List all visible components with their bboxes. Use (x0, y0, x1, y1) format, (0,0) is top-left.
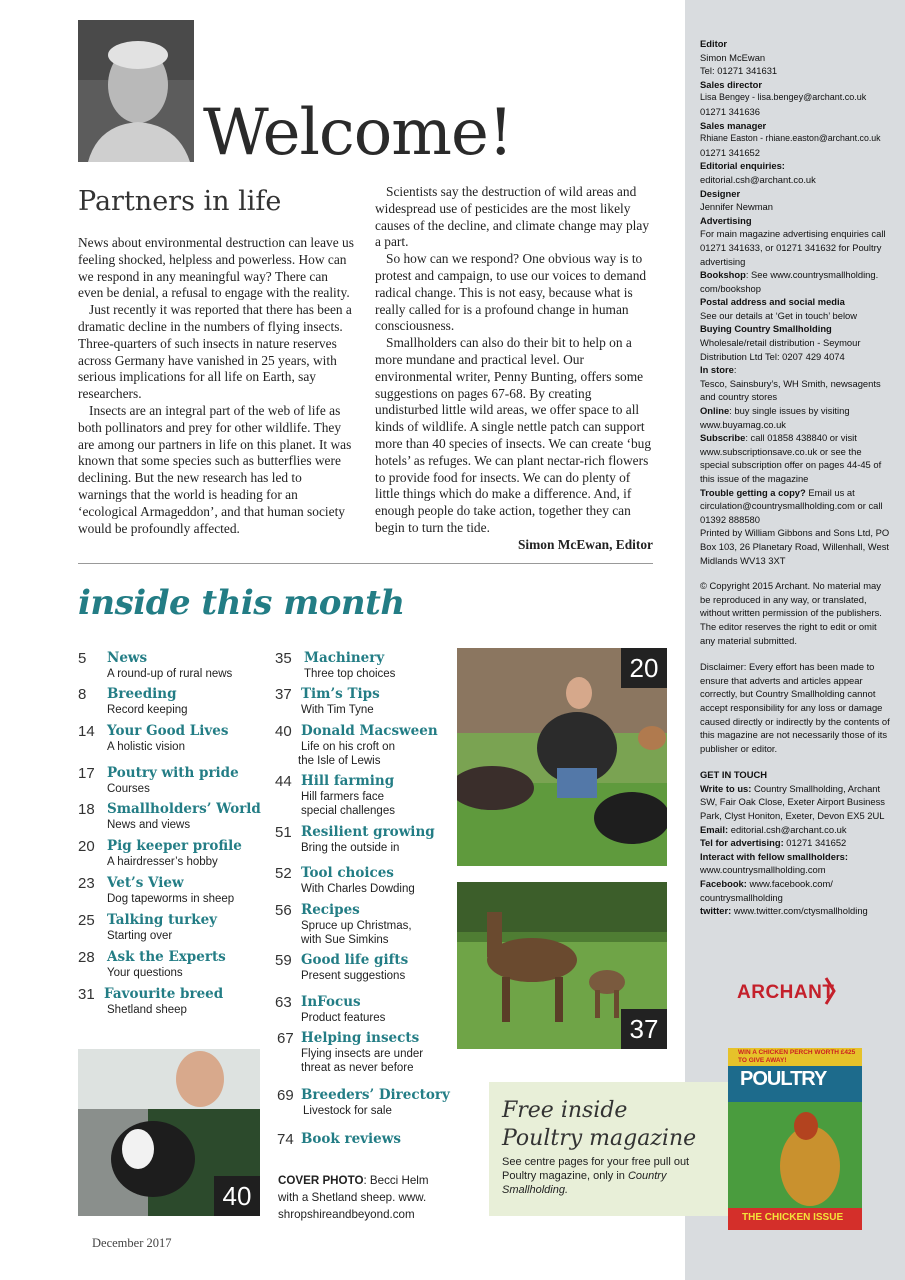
item-desc: Livestock for sale (303, 1105, 392, 1117)
item-desc: Present suggestions (301, 970, 406, 982)
subscribe-heading: Subscribe (700, 432, 746, 444)
item-title: Tool choices (301, 865, 394, 881)
enquiries-heading: Editorial enquiries: (700, 160, 785, 172)
cover-photo-credit (278, 1172, 448, 1223)
item-desc: special challenges (301, 805, 395, 817)
item-title: Recipes (301, 902, 360, 918)
buying-text: Wholesale/retail distribution - Seymour Distribution Ltd Tel: 0207 429 4074 (700, 337, 861, 362)
advertising-text: For main magazine advertising enquiries call 01271 341633, or 01271 341632 for Poultry advertising (700, 228, 886, 267)
editor-tel: Tel: 01271 341631 (700, 65, 778, 77)
page-number: 20 (78, 838, 95, 855)
editorial-paragraph: News about environmental destruction can leave us feeling shocked, helpless and powerless. How can we respond in any meaningful way? There can even be denial, a refusal to engage with the reality. (78, 235, 354, 301)
photo-ponies (457, 882, 667, 1049)
editorial-paragraph: Just recently it was reported that there has been a dramatic decline in the numbers of flying insects. Three-quarters of such insects in nature reserves across Germany have vanished in 25 years, with serious implications for all life on Earth, say researchers. (78, 302, 352, 402)
sales-heading: Sales director (700, 78, 763, 90)
postal-text: See our details at ‘Get in touch’ below (700, 309, 858, 321)
page-number: 69 (277, 1087, 294, 1104)
twitter-heading: twitter: (700, 905, 732, 917)
item-title: Breeding (107, 686, 177, 702)
facebook-text: www.facebook.com/ countrysmallholding (700, 878, 833, 903)
page-number: 56 (275, 902, 292, 919)
page-number: 8 (78, 686, 87, 703)
section-divider (78, 563, 653, 564)
page-number: 31 (78, 986, 95, 1003)
advertising-heading: Advertising (700, 214, 752, 226)
twitter-text: www.twitter.com/ctysmallholding (731, 905, 868, 917)
manager-tel: 01271 341652 (700, 146, 760, 158)
item-title: Poutry with pride (107, 765, 239, 781)
page-number: 59 (275, 952, 292, 969)
item-title: Helping insects (301, 1030, 420, 1046)
email-heading: Email: (700, 823, 729, 835)
editorial-paragraph: So how can we respond? One obvious way is to protest and campaign, to use our voices to demand radical change. This is not easy, because what is really called for is a profound change in human consciousness. (375, 251, 647, 334)
page-number: 23 (78, 875, 95, 892)
enquiries-email: editorial.csh@archant.co.uk (700, 173, 816, 185)
item-title: Favourite breed (104, 986, 224, 1002)
welcome-heading: Welcome! (203, 96, 513, 170)
page-number: 25 (78, 912, 95, 929)
page-number: 44 (275, 773, 292, 790)
promo-title-line2: Poultry magazine (502, 1126, 697, 1151)
page-number: 52 (275, 865, 292, 882)
postal-heading: Postal address and social media (700, 296, 845, 308)
item-title: Your Good Lives (107, 723, 229, 739)
item-desc: Bring the outside in (301, 842, 400, 854)
item-title: Vet’s View (107, 875, 184, 891)
item-desc: A hairdresser’s hobby (107, 856, 218, 868)
copyright: © Copyright 2015 Archant. No material may be reproduced in any way, or translated, without written permission of the publishers. The editor reserves the right to edit or omit any material submitted. (700, 580, 882, 646)
poultry-magazine-cover (728, 1048, 862, 1230)
page-number: 40 (275, 723, 292, 740)
tel-heading: Tel for advertising: (700, 837, 784, 849)
page-number: 63 (275, 994, 292, 1011)
facebook-heading: Facebook: (700, 878, 747, 890)
footer-date: December 2017 (92, 1236, 172, 1250)
contents-heading: inside this month (78, 583, 405, 623)
page-badge-37: 37 (621, 1009, 667, 1049)
promo-text (502, 1155, 712, 1197)
write-text: Country Smallholding, Archant SW, Fair Oak Close, Exeter Airport Business Park, Clyst Honiton, Exeter, Devon EX5 2UL (700, 782, 885, 822)
sales-name: Lisa Bengey - lisa.bengey@archant.co.uk (700, 92, 867, 103)
cover-photo-label: COVER PHOTO (278, 1174, 364, 1187)
store-text: Tesco, Sainsbury’s, WH Smith, newsagents and country stores (700, 377, 881, 403)
promo-title-line1: Free inside (502, 1098, 628, 1123)
tel-text: 01271 341652 (783, 837, 847, 849)
item-title: InFocus (301, 994, 361, 1010)
item-desc: A holistic vision (107, 741, 185, 753)
subscribe-text: : call 01858 438840 or visit www.subscriptionsave.co.uk or see the special subscription offer on pages 44-45 of this issue of the magazine (700, 432, 882, 484)
cover-banner: WIN A CHICKEN PERCH WORTH £425 TO GIVE AWAY! (738, 1049, 856, 1064)
item-desc: the Isle of Lewis (298, 755, 381, 767)
page-number: 18 (78, 801, 95, 818)
cover-photo-text: : Becci Helm with a Shetland sheep. www. shropshireandbeyond.com (278, 1174, 429, 1221)
item-title: Ask the Experts (107, 949, 226, 965)
item-title: Pig keeper profile (107, 838, 242, 854)
interact-text: www.countrysmallholding.com (700, 864, 826, 876)
item-desc: Life on his croft on (301, 741, 395, 753)
get-in-touch-heading: GET IN TOUCH (700, 769, 768, 781)
buying-heading: Buying Country Smallholding (700, 323, 832, 335)
item-desc: threat as never before (301, 1062, 414, 1074)
item-desc: Record keeping (107, 704, 188, 716)
page-badge-20: 20 (621, 648, 667, 688)
item-title: Smallholders’ World (107, 801, 261, 817)
item-desc: A round-up of rural news (107, 668, 233, 680)
item-desc: Three top choices (304, 668, 396, 680)
item-desc: News and views (107, 819, 191, 831)
item-title: Breeders’ Directory (301, 1087, 450, 1103)
page-number: 74 (277, 1131, 294, 1148)
page-number: 5 (78, 650, 87, 667)
item-desc: Your questions (107, 967, 183, 979)
photo-sheepdog (78, 1049, 260, 1216)
designer-name: Jennifer Newman (700, 201, 773, 213)
promo-title (502, 1097, 696, 1153)
archant-logo (737, 982, 834, 1004)
manager-name: Rhiane Easton - rhiane.easton@archant.co.uk (700, 133, 881, 144)
editor-heading: Editor (700, 38, 728, 49)
item-desc: Shetland sheep (107, 1004, 187, 1016)
page-number: 35 (275, 650, 292, 667)
item-desc: Flying insects are under (301, 1048, 424, 1060)
item-title: Donald Macsween (301, 723, 438, 739)
editor-portrait-image (78, 20, 194, 162)
interact-heading: Interact with fellow smallholders: (700, 850, 848, 862)
promo-text-main: See centre pages for your free pull out Poultry magazine, only in (502, 1156, 690, 1182)
page-number: 17 (78, 765, 95, 782)
item-desc: With Tim Tyne (301, 704, 374, 716)
item-title: Book reviews (301, 1131, 401, 1147)
item-title: News (107, 650, 148, 666)
cover-bottom-title: THE CHICKEN ISSUE (742, 1212, 844, 1223)
item-title: Machinery (304, 650, 385, 666)
item-desc: Product features (301, 1012, 386, 1024)
cover-masthead: POULTRY (740, 1068, 827, 1090)
page-number: 67 (277, 1030, 294, 1047)
item-title: Resilient growing (301, 824, 435, 840)
editorial-subtitle: Partners in life (78, 186, 282, 217)
store-heading: In store (700, 364, 734, 376)
online-text: : buy single issues by visiting www.buyamag.co.uk (700, 405, 850, 430)
printed-by: Printed by William Gibbons and Sons Ltd, PO Box 103, 26 Planetary Road, Willenhall, West Midlands WV13 3XT (700, 527, 890, 566)
item-desc: With Charles Dowding (301, 883, 415, 895)
editor-name: Simon McEwan (700, 51, 766, 63)
item-desc: Dog tapeworms in sheep (107, 893, 235, 905)
editorial-paragraph: Insects are an integral part of the web of life as both pollinators and prey for other wildlife. They are among our partners in life on this planet. It was known that some species such as butterflies were declining. But the new research has led to warnings that the world is heading for an ‘ecological Armageddon’, and that human society would be profoundly affected. (78, 402, 352, 536)
sales-tel: 01271 341636 (700, 105, 760, 117)
trouble-heading: Trouble getting a copy? (700, 486, 806, 498)
item-title: Good life gifts (301, 952, 409, 968)
item-title: Hill farming (301, 773, 395, 789)
photo-pig-keeper (457, 648, 667, 866)
item-title: Tim’s Tips (301, 686, 380, 702)
item-desc: Starting over (107, 930, 173, 942)
page-number: 14 (78, 723, 95, 740)
editorial-column-2 (375, 184, 653, 554)
editor-portrait (78, 20, 194, 162)
archant-logo-text: ARCHANT (737, 982, 835, 1003)
item-desc: with Sue Simkins (301, 934, 389, 946)
email-text: editorial.csh@archant.co.uk (728, 823, 847, 835)
page-number: 51 (275, 824, 292, 841)
write-heading: Write to us: (700, 782, 752, 794)
editorial-paragraph: Scientists say the destruction of wild areas and widespread use of pesticides are the most likely causes of the decline, and climate change may play a part. (375, 184, 650, 250)
trouble-text: Email us at circulation@countrysmallholding.com or call 01392 888580 (700, 486, 883, 525)
bookshop-heading: Bookshop (700, 269, 746, 281)
page-number: 28 (78, 949, 95, 966)
masthead: Editor Simon McEwan Tel: 01271 341631 Sales director Lisa Bengey - lisa.bengey@archant.co.uk 01271 341636 Sales manager Rhiane Easton - rhiane.easton@archant.co.uk 01271 341652 Editorial enquiries: editorial.csh@archant.co.uk Designer Jennifer Newman Advertising For main magazine advertising enquiries call 01271 341633, or 01271 341632 for Poultry advertising Bookshop: See www.countrysmallholding. com/bookshop Postal address and social media See our details at ‘Get in touch’ below Buying Country Smallholding Wholesale/retail distribution - Seymour Distribution Ltd Tel: 0207 429 4074 In store: Tesco, Sainsbury’s, WH Smith, newsagents and country stores Online: buy single issues by visiting www.buyamag.co.uk Subscribe: call 01858 438840 or visit www.subscriptionsave.co.uk or see the special subscription offer on pages 44-45 of this issue of the magazine Trouble getting a copy? Email us at circulation@countrysmallholding.com or call 01392 888580 Printed by William Gibbons and Sons Ltd, PO Box 103, 26 Planetary Road, Willenhall, West Midlands WV13 3XT © Copyright 2015 Archant. No material may be reproduced in any way, or translated, without written permission of the publishers. The editor reserves the right to edit or omit any material submitted. Disclaimer: Every effort has been made to ensure that adverts and articles appear correctly, but Country Smallholding cannot accept responsibility for any loss or damage caused directly or indirectly by the contents of this magazine are not necessarily those of its publisher or editor. GET IN TOUCH Write to us: Country Smallholding, Archant SW, Fair Oak Close, Exeter Airport Business Park, Clyst Honiton, Exeter, Devon EX5 2UL Email: editorial.csh@archant.co.uk Tel for advertising: 01271 341652 Interact with fellow smallholders: www.countrysmallholding.com Facebook: www.facebook.com/ countrysmallholding twitter: www.twitter.com/ctysmallholding (700, 38, 890, 917)
disclaimer: Disclaimer: Every effort has been made to ensure that adverts and articles appear correctly, but Country Smallholding cannot accept responsibility for any loss or damage caused directly or indirectly by the contents of this magazine are not necessarily those of its publisher or editor. (700, 661, 890, 754)
bookshop-text: : See www.countrysmallholding. com/bookshop (700, 269, 879, 294)
archant-chevron-icon (823, 976, 837, 1006)
item-desc: Hill farmers face (301, 791, 385, 803)
editorial-column-1 (78, 235, 354, 537)
page-badge-40: 40 (214, 1176, 260, 1216)
item-title: Talking turkey (107, 912, 218, 928)
page-number: 37 (275, 686, 292, 703)
promo-text-italic: Country Smallholding. (502, 1170, 667, 1196)
designer-heading: Designer (700, 187, 741, 199)
item-desc: Courses (107, 783, 150, 795)
item-desc: Spruce up Christmas, (301, 920, 412, 932)
editor-signature: Simon McEwan, Editor (517, 536, 653, 552)
online-heading: Online (700, 405, 730, 417)
manager-heading: Sales manager (700, 119, 767, 131)
editorial-paragraph: Smallholders can also do their bit to help on a more mundane and practical level. Our environmental writer, Penny Bunting, offers some suggestions on pages 67-68. By creating undisturbed little wild areas, we offer space to all kinds of wildlife. A single nettle patch can support more than 40 species of insects. We can create ‘bug hotels’ as refuges. We can plant nectar-rich flowers to provide food for insects. We can do plenty of little things which do make a difference. And, if enough people do take action, together they can begin to turn the tide. (375, 335, 652, 535)
